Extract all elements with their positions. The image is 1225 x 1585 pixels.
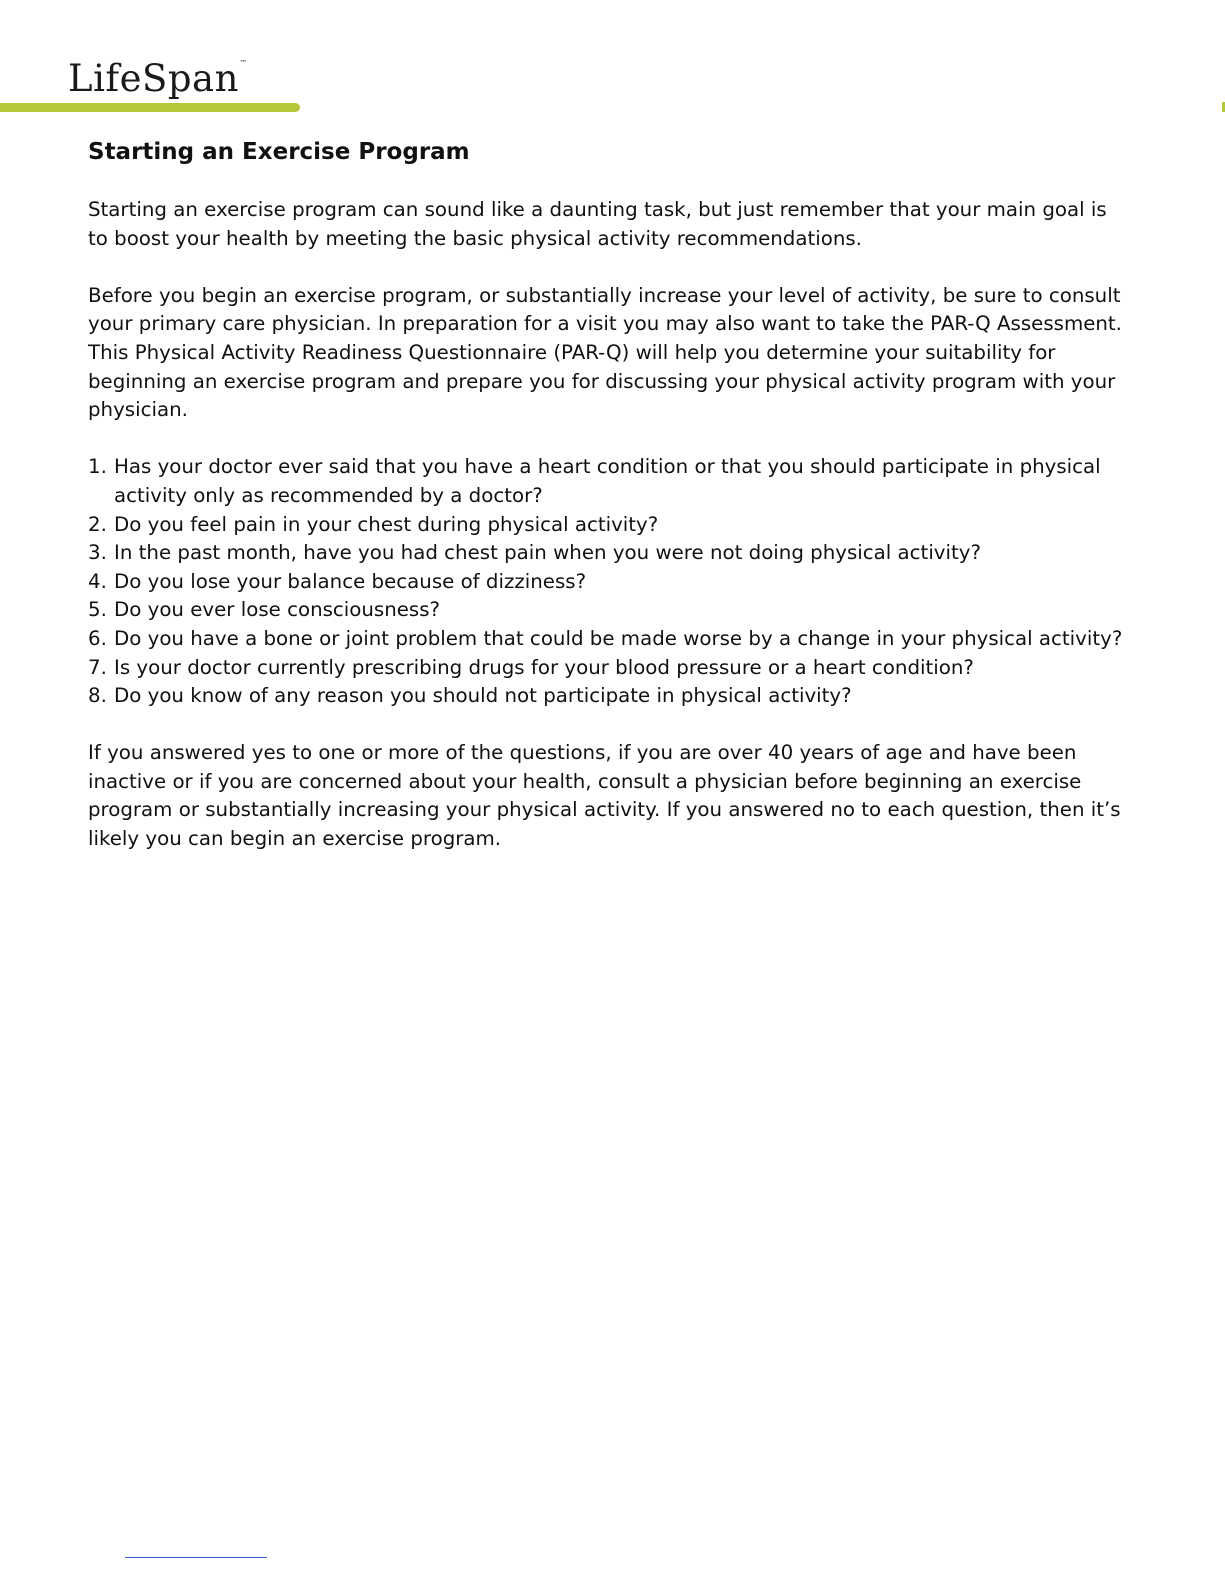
logo-text: LifeSpan <box>68 57 239 100</box>
lifespan-logo <box>68 57 248 100</box>
question-text: Do you feel pain in your chest during physical activity? <box>114 512 659 536</box>
question-item <box>88 625 1128 654</box>
conclusion-paragraph: If you answered yes to one or more of the questions, if you are over 40 years of age and have been inactive or if you are concerned about your health, consult a physician before beginning an exercise program or substantially increasing your physical activity. If you answered no to each question, then it’s likely you can begin an exercise program. <box>88 741 1121 851</box>
header-accent-bar <box>0 103 300 112</box>
question-number: 6. <box>88 626 107 650</box>
consult-paragraph: Before you begin an exercise program, or substantially increase your level of activity, be sure to consult your primary care physician. In preparation for a visit you may also want to take the PAR-Q Assessment. This Physical Activity Readiness Questionnaire (PAR-Q) will help you determine your suitability for beginning an exercise program and prepare you for discussing your physical activity program with your physician. <box>88 283 1122 422</box>
question-text: Has your doctor ever said that you have a heart condition or that you should participate in physical activity only as recommended by a doctor? <box>114 455 1101 507</box>
question-text: Do you lose your balance because of dizziness? <box>114 569 587 593</box>
footer-link-underline <box>125 1557 267 1558</box>
question-text: Do you have a bone or joint problem that could be made worse by a change in your physical activity? <box>114 626 1123 650</box>
question-text: Is your doctor currently prescribing drugs for your blood pressure or a heart condition? <box>114 655 974 679</box>
question-item <box>88 568 1128 597</box>
question-item <box>88 539 1128 568</box>
page-title: Starting an Exercise Program <box>88 139 470 165</box>
question-text: Do you ever lose consciousness? <box>114 598 441 622</box>
question-item <box>88 453 1128 510</box>
question-item <box>88 654 1128 683</box>
question-number: 2. <box>88 512 107 536</box>
document-body <box>88 136 1128 882</box>
question-item <box>88 596 1128 625</box>
intro-paragraph: Starting an exercise program can sound like a daunting task, but just remember that your main goal is to boost your health by meeting the basic physical activity recommendations. <box>88 198 1107 250</box>
question-number: 7. <box>88 655 107 679</box>
question-number: 5. <box>88 598 107 622</box>
question-text: Do you know of any reason you should not participate in physical activity? <box>114 684 852 708</box>
question-text: In the past month, have you had chest pain when you were not doing physical activity? <box>114 541 981 565</box>
question-number: 1. <box>88 455 107 479</box>
trademark-mark: ™ <box>239 59 248 67</box>
question-number: 3. <box>88 541 107 565</box>
question-item <box>88 682 1128 711</box>
question-number: 8. <box>88 684 107 708</box>
parq-question-list <box>88 453 1128 710</box>
question-item <box>88 511 1128 540</box>
question-number: 4. <box>88 569 107 593</box>
